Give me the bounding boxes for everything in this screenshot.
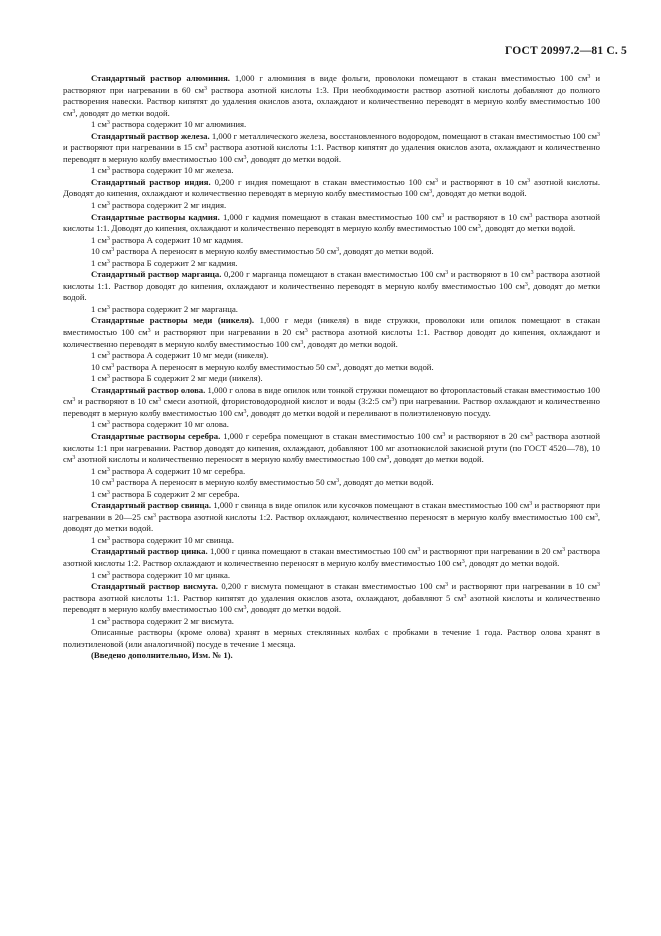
- paragraph: [63, 500, 600, 535]
- paragraph-heading: Стандартный раствор марганца.: [91, 269, 222, 280]
- paragraph: [63, 385, 600, 420]
- paragraph: [63, 570, 600, 582]
- paragraph-text: 1 $см^3$ раствора содержит 2 мг висмута.: [91, 615, 234, 626]
- paragraph: [63, 581, 600, 616]
- paragraph-text: 1 $см^3$ раствора содержит 10 мг цинка.: [91, 569, 231, 580]
- paragraph: [63, 431, 600, 466]
- paragraph-heading: Стандартный раствор свинца.: [91, 500, 212, 511]
- paragraph-text: 1 $см^3$ раствора содержит 10 мг железа.: [91, 165, 234, 176]
- paragraph: [63, 315, 600, 350]
- paragraph-text: 1 $см^3$ раствора содержит 2 мг марганца.: [91, 303, 238, 314]
- paragraph: [63, 362, 600, 374]
- paragraph: [63, 650, 600, 662]
- paragraph: [63, 466, 600, 478]
- paragraph: [63, 212, 600, 235]
- paragraph-text: 1 $см^3$ раствора А содержит 10 мг кадмия.: [91, 234, 244, 245]
- paragraph-text: Описанные растворы (кроме олова) хранят в мерных стеклянных колбах с пробками в течение 1 года. Раствор олова хранят в полиэтиленовой (или аналогичной) посуде в течение 1 месяца.: [63, 627, 600, 649]
- paragraph: [63, 419, 600, 431]
- paragraph-heading: Стандартный раствор олова.: [91, 384, 206, 395]
- paragraph: [63, 269, 600, 304]
- paragraph-text: 1,000 г кадмия помещают в стакан вместимостью 100 $см^3$ и растворяют в 10 $см^3$ раствора азотной кислоты 1:1. Доводят до кипения, охлаждают и количественно переводят в мерную колбу вместимостью 100 $см^3$, доводят до метки водой.: [63, 211, 601, 234]
- paragraph-text: 1,000 г серебра помещают в стакан вместимостью 100 $см^3$ и растворяют в 20 $см^3$ раствора азотной кислоты 1:1 при нагревании. Раствор доводят до кипения, охлаждают, добавляют 100 мг азотнокислой закисной ртути (по ГОСТ 4520—78), 10 $см^3$ азотной кислоты и количественно переносят в мерную колбу вместимостью 100 $см^3$, доводят до метки водой.: [63, 430, 600, 465]
- paragraph: [63, 477, 600, 489]
- paragraph-heading: Стандартные растворы меди (никеля).: [91, 315, 255, 326]
- paragraph-text: 1 $см^3$ раствора Б содержит 2 мг меди (никеля).: [91, 373, 263, 384]
- paragraph-text: 1 $см^3$ раствора содержит 2 мг индия.: [91, 200, 227, 211]
- paragraph-text: 0,200 г марганца помещают в стакан вместимостью 100 $см^3$ и растворяют в 10 $см^3$ раствора азотной кислоты 1:1. Раствор доводят до кипения, охлаждают и количественно переводят в мерную колбу вместимостью 100 $см^3$, доводят до метки водой.: [63, 269, 600, 303]
- paragraph: [63, 627, 600, 650]
- paragraph-text: 1,000 г меди (никеля) в виде стружки, проволоки или опилок помещают в стакан вместимостью 100 $см^3$ и растворяют при нагревании в 20 $см^3$ раствора азотной кислоты 1:1. Раствор доводят до кипения, охлаждают и количественно переводят в мерную колбу вместимостью 100 $см^3$, доводят до метки водой.: [63, 315, 601, 349]
- page-header: ГОСТ 20997.2—81 С. 5: [504, 45, 627, 57]
- paragraph-text: 1 $см^3$ раствора Б содержит 2 мг серебра.: [91, 488, 240, 499]
- paragraph-heading: Стандартный раствор железа.: [91, 130, 210, 141]
- paragraph: [63, 131, 600, 166]
- paragraph-text: 0,200 г висмута помещают в стакан вместимостью 100 $см^3$ и растворяют при нагревании в 10 $см^3$ раствора азотной кислоты 1:1. Раствор кипятят до удаления окислов азота, охлаждают, добавляют 5 $см^3$ азотной кислоты и количественно переводят в мерную колбу вместимостью 100 $см^3$, доводят до метки водой.: [63, 581, 600, 615]
- paragraph-text: 1,000 г свинца в виде опилок или кусочков помещают в стакан вместимостью 100 $см^3$ и растворяют при нагревании в 20—25 $см^3$ раствора азотной кислоты 1:2. Раствор охлаждают, количественно переносят в мерную колбу вместимостью 100 $см^3$, доводят до метки водой.: [63, 500, 600, 534]
- paragraph-text: 1,000 г металлического железа, восстановленного водородом, помещают в стакан вместимостью 100 $см^3$ и растворяют при нагревании в 15 $см^3$ раствора азотной кислоты 1:1. Раствор кипятят до удаления окислов азота, охлаждают и количественно переводят в мерную колбу вместимостью 100 $см^3$, доводят до метки водой.: [63, 130, 601, 164]
- paragraph: [63, 258, 600, 270]
- paragraph: [63, 73, 600, 119]
- paragraph-text: 1 $см^3$ раствора А содержит 10 мг серебра.: [91, 465, 246, 476]
- paragraph-text: 1 $см^3$ раствора содержит 10 мг олова.: [91, 419, 229, 430]
- paragraph-text: 10 $см^3$ раствора А переносят в мерную колбу вместимостью 50 $см^3$, доводят до метки водой.: [91, 361, 434, 372]
- paragraph-text: 10 $см^3$ раствора А переносят в мерную колбу вместимостью 50 $см^3$, доводят до метки водой.: [91, 477, 434, 488]
- paragraph: [63, 235, 600, 247]
- paragraph-text: 10 $см^3$ раствора А переносят в мерную колбу вместимостью 50 $см^3$, доводят до метки водой.: [91, 246, 434, 257]
- paragraph-heading: Стандартный раствор цинка.: [91, 546, 208, 557]
- paragraph-heading: Стандартный раствор индия.: [91, 176, 211, 187]
- paragraph-text: 1,000 г цинка помещают в стакан вместимостью 100 $см^3$ и растворяют при нагревании в 20 $см^3$ раствора азотной кислоты 1:2. Раствор охлаждают и количественно переносят в мерную колбу вместимостью 100 $см^3$, доводят до метки водой.: [63, 546, 600, 568]
- paragraph-text: 0,200 г индия помещают в стакан вместимостью 100 $см^3$ и растворяют в 10 $см^3$ азотной кислоты. Доводят до кипения, охлаждают и количественно переводят в мерную колбу вместимостью 100 $см^3$, доводят до метки водой.: [63, 176, 600, 199]
- paragraph: [63, 373, 600, 385]
- paragraph: [63, 304, 600, 316]
- paragraph: [63, 616, 600, 628]
- paragraph: [63, 489, 600, 501]
- paragraph: [63, 200, 600, 212]
- paragraph: [63, 165, 600, 177]
- paragraph: [63, 535, 600, 547]
- paragraph-text: 1 $см^3$ раствора Б содержит 2 мг кадмия.: [91, 257, 238, 268]
- paragraph: [63, 177, 600, 200]
- paragraph-heading: Стандартные растворы кадмия.: [91, 211, 220, 222]
- paragraph: [63, 350, 600, 362]
- paragraph: [63, 119, 600, 131]
- paragraph: [63, 246, 600, 258]
- document-body: [63, 73, 600, 662]
- paragraph-heading: Стандартный раствор висмута.: [91, 581, 218, 592]
- paragraph-text: 1 $см^3$ раствора содержит 10 мг алюминия.: [91, 119, 247, 130]
- paragraph-text: 1,000 г алюминия в виде фольги, проволоки помещают в стакан вместимостью 100 $см^3$ и растворяют при нагревании в 60 $см^3$ раствора азотной кислоты 1:3. При необходимости раствор азотной кислоты добавляют до полного растворения навески. Раствор кипятят до удаления окислов азота, охлаждают и количественно переводят в мерную колбу вместимостью 100 $см^3$, доводят до метки водой.: [63, 73, 600, 118]
- paragraph-heading: (Введено дополнительно, Изм. № 1).: [91, 650, 233, 661]
- paragraph-heading: Стандартный раствор алюминия.: [91, 73, 230, 83]
- paragraph-heading: Стандартные растворы серебра.: [91, 430, 221, 441]
- paragraph-text: 1,000 г олова в виде опилок или тонкой стружки помещают во фторопластовый стакан вместимостью 100 $см^3$ и растворяют в 10 $см^3$ смеси азотной, фтористоводородной кислот и воды (3:2:5 $см^3$) при нагревании. Раствор охлаждают и количественно переводят в мерную колбу вместимостью 100 $см^3$, доводят до метки водой и переливают в полиэтиленовую посуду.: [63, 384, 601, 418]
- paragraph-text: 1 $см^3$ раствора содержит 10 мг свинца.: [91, 534, 234, 545]
- paragraph: [63, 546, 600, 569]
- paragraph-text: 1 $см^3$ раствора А содержит 10 мг меди (никеля).: [91, 350, 269, 361]
